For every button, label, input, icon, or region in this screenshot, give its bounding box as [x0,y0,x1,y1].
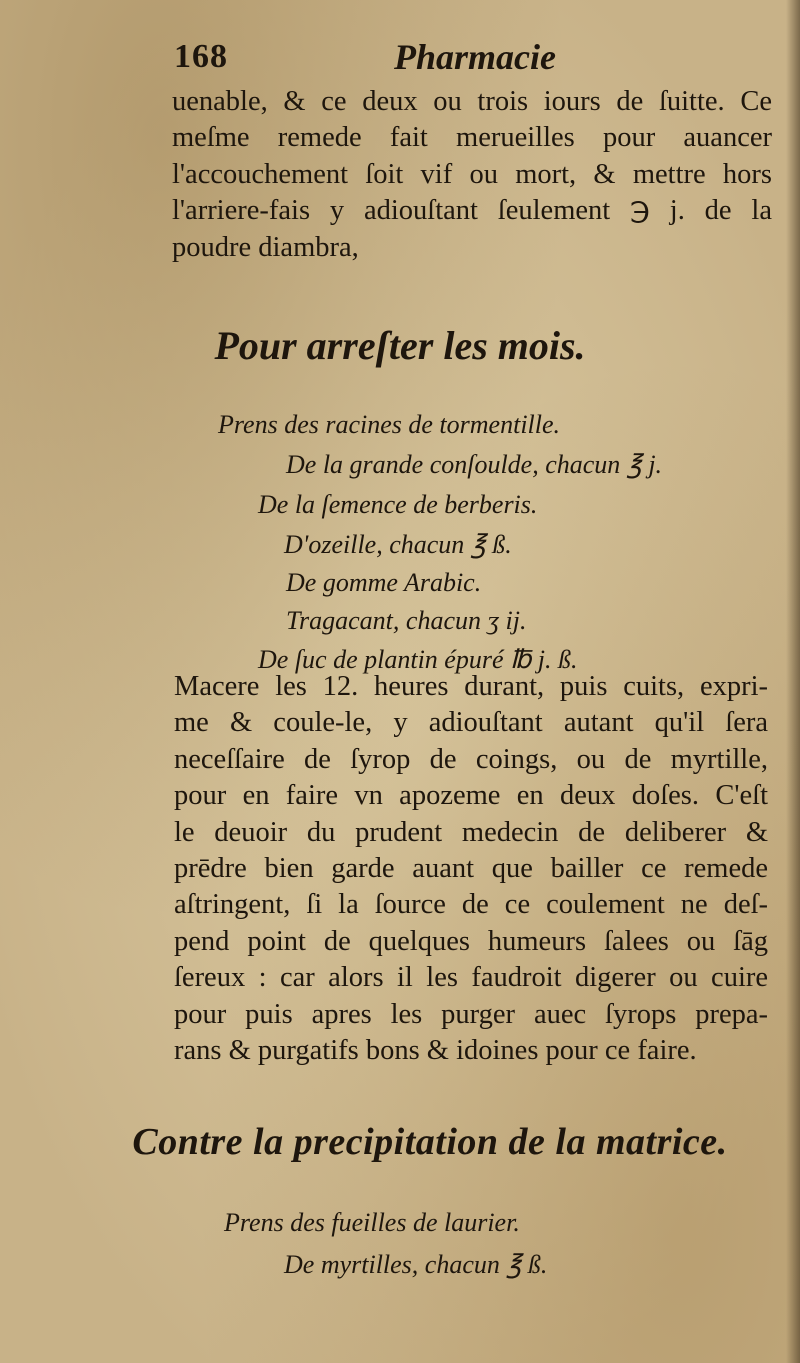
text-line: l'arriere-fais y adiouſtant ſeulement ℈ j. de la [172,195,772,227]
running-title: Pharmacie [394,37,556,77]
text-line: pour en faire vn apozeme en deux doſes. C'eſt [174,780,768,812]
paragraph-1 [172,84,772,266]
text-line: prēdre bien garde auant que bailler ce remede [174,853,768,885]
text-line: me & coule-le, y adiouſtant autant qu'il ſera [174,707,768,739]
text-line: poudre diambra, [172,231,359,263]
text-line: ſereux : car alors il les faudroit digerer ou cuire [174,962,768,994]
paragraph-2 [174,669,768,1069]
page-number: 168 [174,38,228,75]
text-line: pend point de quelques humeurs ſalees ou ſāg [174,925,768,957]
text-line: l'accouchement ſoit vif ou mort, & mettre hors [172,158,772,190]
text-line: uenable, & ce deux ou trois iours de ſuitte. Ce [172,86,772,117]
text-line: aſtringent, ſi la ſource de ce coulement ne deſ- [174,889,768,921]
text-line: Macere les 12. heures durant, puis cuits, expri- [174,671,768,702]
recipe-line: De la ſemence de berberis. [258,490,538,519]
recipe-line: Prens des fueilles de laurier. [224,1208,520,1237]
recipe-line: De gomme Arabic. [286,568,482,597]
recipe-line: De la grande conſoulde, chacun ℥ j. [286,450,663,479]
recipe-line: De myrtilles, chacun ℥ ß. [284,1250,548,1279]
recipe-line: De ſuc de plantin épuré ℔ j. ß. [258,645,578,674]
section-heading: Pour arreſter les mois. [214,323,586,368]
section-heading: Contre la precipitation de la matrice. [132,1121,728,1163]
recipe-line: Prens des racines de tormentille. [218,410,561,439]
text-line: pour puis apres les purger auec ſyrops prepa- [174,998,768,1030]
page-header [174,38,764,88]
recipe-line: Tragacant, chacun ʒ ij. [286,606,527,635]
text-line: neceſſaire de ſyrop de coings, ou de myrtille, [174,743,768,775]
text-line: rans & purgatifs bons & idoines pour ce faire. [174,1035,697,1067]
recipe-line: D'ozeille, chacun ℥ ß. [284,530,512,559]
text-line: meſme remede fait merueilles pour auancer [172,122,772,154]
text-line: le deuoir du prudent medecin de deliberer & [174,816,768,848]
